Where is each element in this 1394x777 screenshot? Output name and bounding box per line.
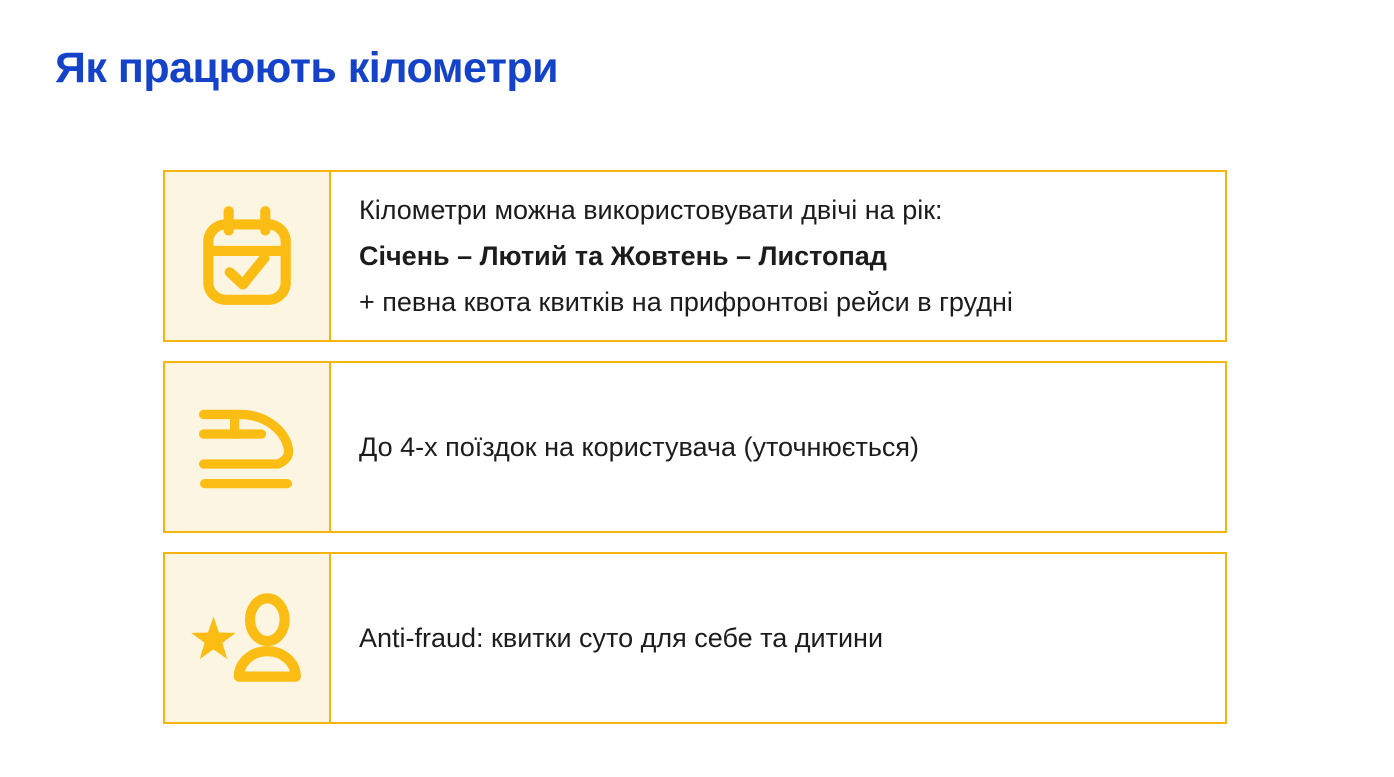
- star-person-icon: [186, 582, 308, 694]
- card-text: [331, 363, 1225, 531]
- text-line: До 4-х поїздок на користувача (уточнюється): [359, 432, 920, 462]
- card-usage-periods: [163, 170, 1227, 342]
- cards-list: [163, 170, 1227, 724]
- page-title: Як працюють кілометри: [55, 44, 559, 92]
- calendar-check-icon: [191, 200, 303, 312]
- card-anti-fraud: [163, 552, 1227, 724]
- card-icon-cell: [165, 363, 331, 531]
- text-line-bold: Січень – Лютий та Жовтень – Листопад: [359, 241, 887, 271]
- card-icon-cell: [165, 554, 331, 722]
- text-line: Кілометри можна використовувати двічі на рік:: [359, 195, 943, 225]
- text-line: Anti-fraud: квитки суто для себе та дитини: [359, 623, 884, 653]
- card-text: [331, 554, 1225, 722]
- card-text: [331, 172, 1225, 340]
- card-icon-cell: [165, 172, 331, 340]
- train-icon: [189, 400, 305, 495]
- card-trip-limit: [163, 361, 1227, 533]
- text-line: + певна квота квитків на прифронтові рейси в грудні: [359, 287, 1013, 317]
